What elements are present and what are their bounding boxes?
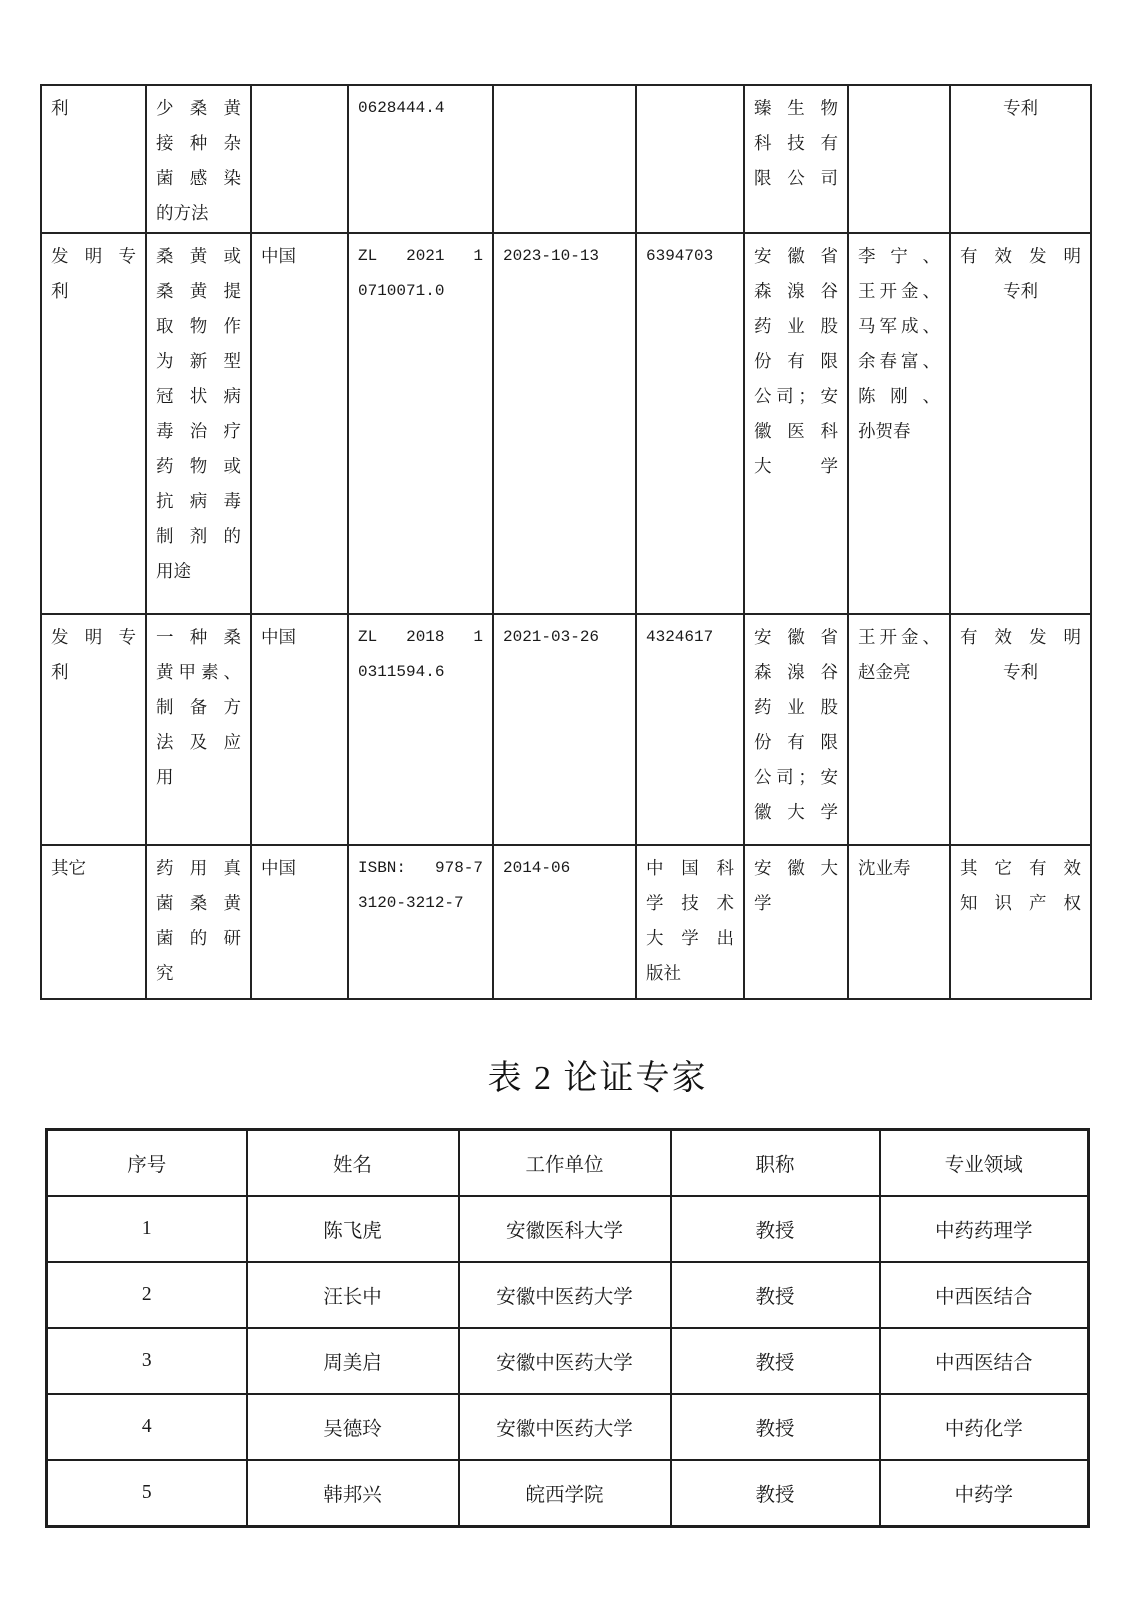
patent-date-cell: 2014-06 [493, 845, 636, 999]
patent-country-cell [251, 85, 348, 233]
patent-row-continued [41, 85, 1091, 233]
patent-status-cell: 有效发明 专利 [950, 614, 1091, 845]
expert-org-cell: 安徽中医药大学 [459, 1394, 671, 1460]
patent-cert-cell: 4324617 [636, 614, 744, 845]
patent-table [40, 84, 1092, 1000]
publisher-cell: 中国科 学技术 大学出 版社 [636, 845, 744, 999]
patent-row [41, 233, 1091, 614]
expert-title-cell: 教授 [671, 1394, 880, 1460]
experts-table [45, 1128, 1090, 1528]
expert-field-cell: 中药学 [880, 1460, 1089, 1527]
expert-index-cell: 5 [47, 1460, 247, 1527]
experts-header-name: 姓名 [247, 1130, 459, 1197]
patent-cert-cell: 6394703 [636, 233, 744, 614]
patent-title-cell: 药用真 菌桑黄 菌的研 究 [146, 845, 251, 999]
expert-field-cell: 中药药理学 [880, 1196, 1089, 1262]
experts-header-org: 工作单位 [459, 1130, 671, 1197]
patent-date-cell: 2021-03-26 [493, 614, 636, 845]
patent-country-cell: 中国 [251, 845, 348, 999]
expert-org-cell: 皖西学院 [459, 1460, 671, 1527]
experts-header-index: 序号 [47, 1130, 247, 1197]
expert-index-cell: 4 [47, 1394, 247, 1460]
patent-row [41, 614, 1091, 845]
table2-title-text: 表 2 论证专家 [487, 1060, 708, 1097]
patent-inventors-cell: 沈业寿 [848, 845, 950, 999]
expert-name-cell: 周美启 [247, 1328, 459, 1394]
experts-header-field: 专业领域 [880, 1130, 1089, 1197]
experts-header-row [47, 1130, 1089, 1197]
patent-status-cell: 专利 [950, 85, 1091, 233]
patent-inventors-cell: 王开金、 赵金亮 [848, 614, 950, 845]
experts-header-title: 职称 [671, 1130, 880, 1197]
patent-inventors-cell: 李宁、 王开金、 马军成、 余春富、 陈刚、 孙贺春 [848, 233, 950, 614]
patent-number-cell: ZL 2018 1 0311594.6 [348, 614, 493, 845]
table2-title [0, 1056, 1131, 1102]
expert-name-cell: 韩邦兴 [247, 1460, 459, 1527]
expert-row [47, 1262, 1089, 1328]
expert-field-cell: 中西医结合 [880, 1328, 1089, 1394]
expert-org-cell: 安徽中医药大学 [459, 1328, 671, 1394]
patent-assignee-cell: 安徽省 森湶谷 药业股 份有限 公司；安 徽医科 大学 [744, 233, 848, 614]
patent-cert-cell [636, 85, 744, 233]
expert-title-cell: 教授 [671, 1328, 880, 1394]
patent-assignee-cell: 安徽省 森湶谷 药业股 份有限 公司；安 徽大学 [744, 614, 848, 845]
expert-field-cell: 中药化学 [880, 1394, 1089, 1460]
expert-title-cell: 教授 [671, 1460, 880, 1527]
expert-name-cell: 吴德玲 [247, 1394, 459, 1460]
patent-number-cell: ISBN: 978-7 3120-3212-7 [348, 845, 493, 999]
patent-country-cell: 中国 [251, 614, 348, 845]
patent-row [41, 845, 1091, 999]
patent-date-cell: 2023-10-13 [493, 233, 636, 614]
patent-assignee-cell: 安徽大 学 [744, 845, 848, 999]
patent-number-cell: ZL 2021 1 0710071.0 [348, 233, 493, 614]
expert-row [47, 1196, 1089, 1262]
expert-index-cell: 3 [47, 1328, 247, 1394]
patent-number-cell: 0628444.4 [348, 85, 493, 233]
expert-title-cell: 教授 [671, 1262, 880, 1328]
patent-type-cell: 发明专 利 [41, 233, 146, 614]
expert-row [47, 1460, 1089, 1527]
patent-type-cell: 利 [41, 85, 146, 233]
expert-name-cell: 陈飞虎 [247, 1196, 459, 1262]
expert-index-cell: 1 [47, 1196, 247, 1262]
expert-org-cell: 安徽医科大学 [459, 1196, 671, 1262]
patent-status-cell: 其它有效 知识产权 [950, 845, 1091, 999]
patent-inventors-cell [848, 85, 950, 233]
patent-date-cell [493, 85, 636, 233]
patent-country-cell: 中国 [251, 233, 348, 614]
patent-type-cell: 发明专 利 [41, 614, 146, 845]
expert-row [47, 1394, 1089, 1460]
patent-title-cell: 桑黄或 桑黄提 取物作 为新型 冠状病 毒治疗 药物或 抗病毒 制剂的 用途 [146, 233, 251, 614]
patent-type-cell: 其它 [41, 845, 146, 999]
expert-field-cell: 中西医结合 [880, 1262, 1089, 1328]
patent-status-cell: 有效发明 专利 [950, 233, 1091, 614]
patent-title-cell: 一种桑 黄甲素、 制备方 法及应 用 [146, 614, 251, 845]
expert-org-cell: 安徽中医药大学 [459, 1262, 671, 1328]
expert-index-cell: 2 [47, 1262, 247, 1328]
expert-row [47, 1328, 1089, 1394]
patent-title-cell: 少桑黄 接种杂 菌感染 的方法 [146, 85, 251, 233]
expert-name-cell: 汪长中 [247, 1262, 459, 1328]
patent-assignee-cell: 臻生物 科技有 限公司 [744, 85, 848, 233]
expert-title-cell: 教授 [671, 1196, 880, 1262]
